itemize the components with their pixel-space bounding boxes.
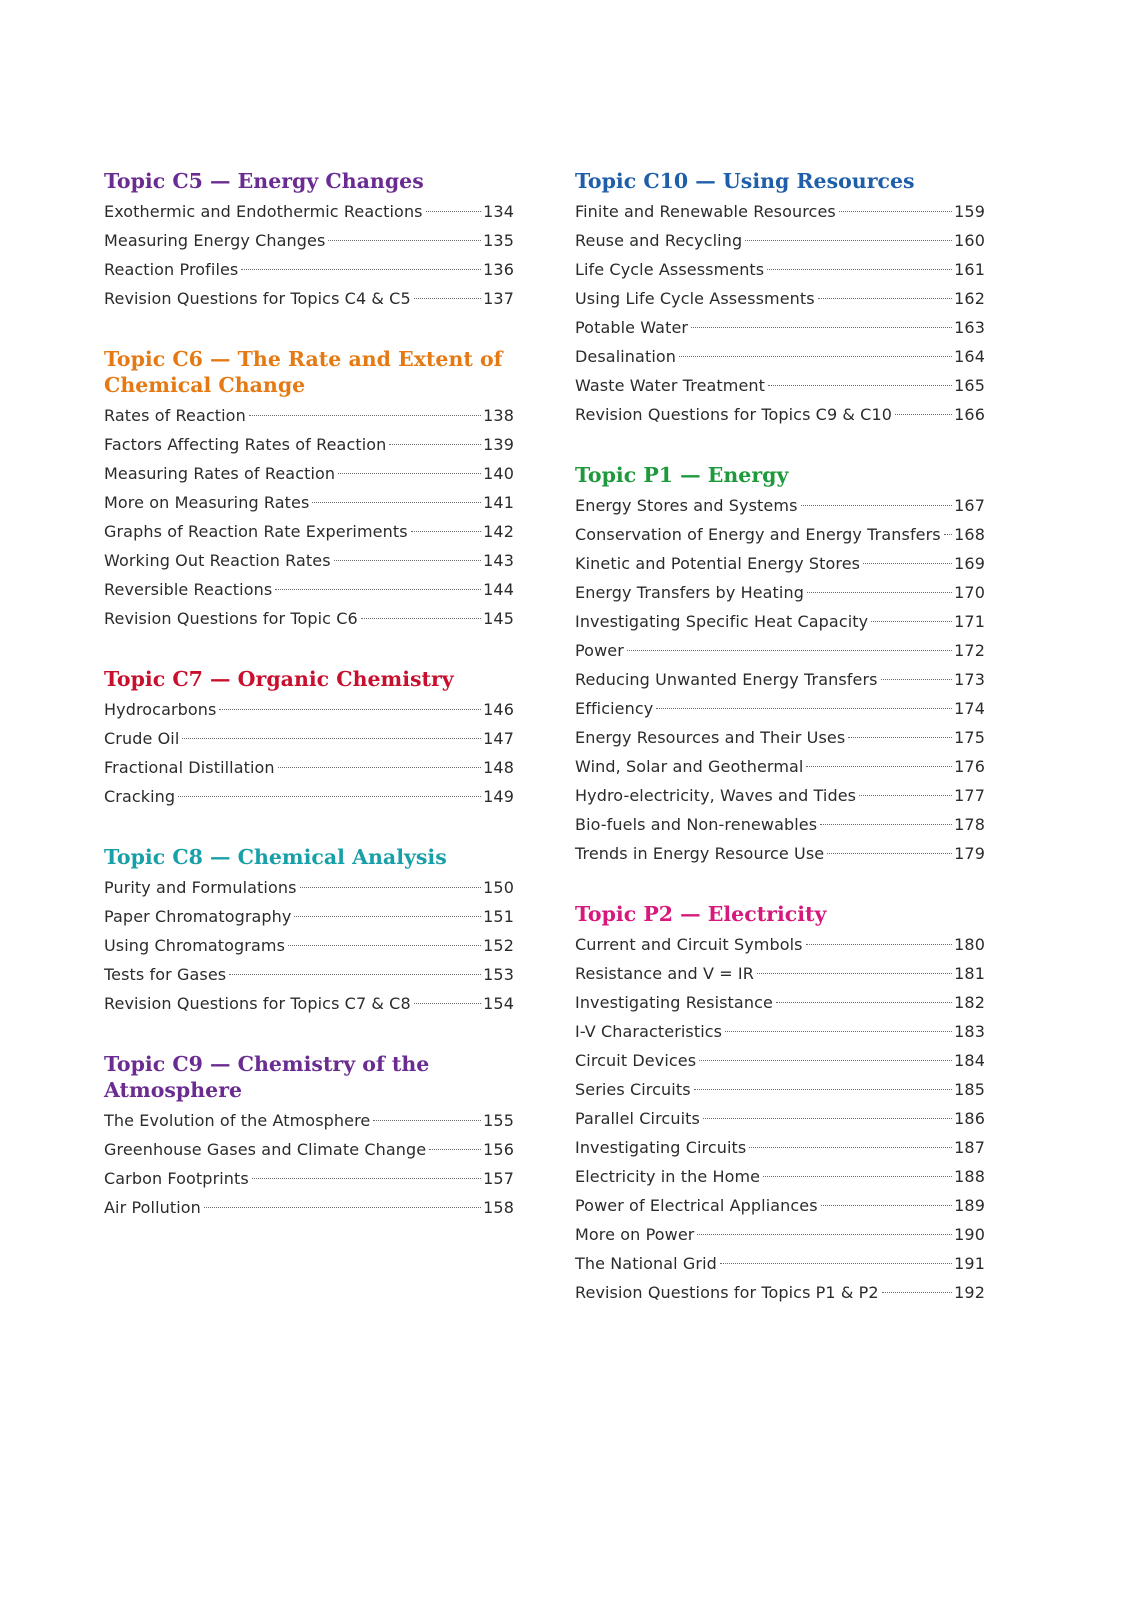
- entry-label: Purity and Formulations: [104, 878, 297, 897]
- entry-label: Investigating Specific Heat Capacity: [575, 612, 869, 631]
- entry-label: Revision Questions for Topics C9 & C10: [575, 405, 893, 424]
- toc-entry-using-life-cycle-assessments[interactable]: [575, 284, 985, 313]
- toc-entry-graphs-of-reaction-rate-experiments[interactable]: [104, 517, 514, 546]
- page-number: 135: [483, 231, 514, 250]
- entry-label: Revision Questions for Topic C6: [104, 609, 358, 628]
- dot-leader: [839, 211, 952, 212]
- entry-label: Factors Affecting Rates of Reaction: [104, 435, 387, 454]
- entry-label: Circuit Devices: [575, 1051, 697, 1070]
- toc-section: [104, 1051, 514, 1222]
- page-number: 168: [954, 525, 985, 544]
- entry-label: Using Life Cycle Assessments: [575, 289, 815, 308]
- entry-label: Hydrocarbons: [104, 700, 217, 719]
- dot-leader: [807, 592, 952, 593]
- entry-label: Cracking: [104, 787, 176, 806]
- entry-label: Reducing Unwanted Energy Transfers: [575, 670, 878, 689]
- toc-entry-reducing-unwanted-energy-transfers[interactable]: [575, 665, 985, 694]
- dot-leader: [627, 650, 952, 651]
- toc-entry-kinetic-and-potential-energy-stores[interactable]: [575, 549, 985, 578]
- toc-entry-parallel-circuits[interactable]: [575, 1104, 985, 1133]
- entry-label: Revision Questions for Topics C7 & C8: [104, 994, 411, 1013]
- page-number: 161: [954, 260, 985, 279]
- toc-entry-investigating-circuits[interactable]: [575, 1133, 985, 1162]
- entry-label: Tests for Gases: [104, 965, 227, 984]
- dot-leader: [300, 887, 482, 888]
- entry-label: Series Circuits: [575, 1080, 691, 1099]
- entry-label: More on Measuring Rates: [104, 493, 310, 512]
- dot-leader: [414, 298, 481, 299]
- page-number: 170: [954, 583, 985, 602]
- entry-label: Hydro-electricity, Waves and Tides: [575, 786, 857, 805]
- toc-section: [104, 844, 514, 1018]
- page-number: 151: [483, 907, 514, 926]
- page-number: 140: [483, 464, 514, 483]
- toc-section: [575, 901, 985, 1307]
- page-number: 138: [483, 406, 514, 425]
- dot-leader: [294, 916, 481, 917]
- page-number: 189: [954, 1196, 985, 1215]
- page-number: 186: [954, 1109, 985, 1128]
- toc-section: [104, 346, 514, 633]
- section-title: Topic C8 — Chemical Analysis: [104, 845, 447, 869]
- toc-entry-crude-oil[interactable]: [104, 724, 514, 753]
- toc-entry-exothermic-and-endothermic-reactions[interactable]: [104, 197, 514, 226]
- toc-entry-the-national-grid[interactable]: [575, 1249, 985, 1278]
- dot-leader: [219, 709, 481, 710]
- page-number: 176: [954, 757, 985, 776]
- page-number: 152: [483, 936, 514, 955]
- dot-leader: [656, 708, 952, 709]
- entry-label: Fractional Distillation: [104, 758, 275, 777]
- page-number: 192: [954, 1283, 985, 1302]
- page-number: 171: [954, 612, 985, 631]
- page-number: 182: [954, 993, 985, 1012]
- dot-leader: [703, 1118, 952, 1119]
- toc-entry-investigating-resistance[interactable]: [575, 988, 985, 1017]
- toc-entry-efficiency[interactable]: [575, 694, 985, 723]
- toc-section: [104, 666, 514, 811]
- entry-label: Crude Oil: [104, 729, 180, 748]
- dot-leader: [328, 240, 481, 241]
- page-number: 184: [954, 1051, 985, 1070]
- entry-label: Investigating Resistance: [575, 993, 773, 1012]
- entry-label: Waste Water Treatment: [575, 376, 766, 395]
- dot-leader: [241, 269, 481, 270]
- page-number: 144: [483, 580, 514, 599]
- page-number: 178: [954, 815, 985, 834]
- entry-label: Energy Stores and Systems: [575, 496, 798, 515]
- dot-leader: [691, 327, 952, 328]
- page-number: 137: [483, 289, 514, 308]
- entry-label: Reversible Reactions: [104, 580, 273, 599]
- dot-leader: [252, 1178, 481, 1179]
- dot-leader: [757, 973, 952, 974]
- entry-label: Measuring Energy Changes: [104, 231, 326, 250]
- toc-entry-hydro-electricity-waves-and-tides[interactable]: [575, 781, 985, 810]
- page-number: 148: [483, 758, 514, 777]
- left-column: [104, 168, 514, 1255]
- toc-entry-energy-stores-and-systems[interactable]: [575, 491, 985, 520]
- page-number: 149: [483, 787, 514, 806]
- toc-entry-finite-and-renewable-resources[interactable]: [575, 197, 985, 226]
- toc-entry-reuse-and-recycling[interactable]: [575, 226, 985, 255]
- toc-entry-i-v-characteristics[interactable]: [575, 1017, 985, 1046]
- entry-label: Revision Questions for Topics C4 & C5: [104, 289, 411, 308]
- entry-label: Energy Transfers by Heating: [575, 583, 804, 602]
- page-number: 147: [483, 729, 514, 748]
- entry-label: Power of Electrical Appliances: [575, 1196, 818, 1215]
- entry-label: Greenhouse Gases and Climate Change: [104, 1140, 427, 1159]
- dot-leader: [361, 618, 481, 619]
- toc-entry-air-pollution[interactable]: [104, 1193, 514, 1222]
- toc-entry-series-circuits[interactable]: [575, 1075, 985, 1104]
- page-number: 158: [483, 1198, 514, 1217]
- dot-leader: [429, 1149, 481, 1150]
- entry-label: More on Power: [575, 1225, 695, 1244]
- section-title: Topic C7 — Organic Chemistry: [104, 667, 454, 691]
- dot-leader: [871, 621, 952, 622]
- entry-label: Efficiency: [575, 699, 654, 718]
- section-title: Topic C10 — Using Resources: [575, 169, 915, 193]
- dot-leader: [895, 414, 952, 415]
- entry-label: Potable Water: [575, 318, 689, 337]
- dot-leader: [882, 1292, 952, 1293]
- entry-label: Carbon Footprints: [104, 1169, 249, 1188]
- entry-label: Parallel Circuits: [575, 1109, 700, 1128]
- dot-leader: [725, 1031, 952, 1032]
- toc-entry-purity-and-formulations[interactable]: [104, 873, 514, 902]
- entry-label: Exothermic and Endothermic Reactions: [104, 202, 423, 221]
- page-number: 156: [483, 1140, 514, 1159]
- toc-entry-energy-resources-and-their-uses[interactable]: [575, 723, 985, 752]
- entry-label: Investigating Circuits: [575, 1138, 747, 1157]
- toc-entry-power-of-electrical-appliances[interactable]: [575, 1191, 985, 1220]
- toc-entry-carbon-footprints[interactable]: [104, 1164, 514, 1193]
- toc-entry-hydrocarbons[interactable]: [104, 695, 514, 724]
- entry-label: Finite and Renewable Resources: [575, 202, 836, 221]
- page-number: 175: [954, 728, 985, 747]
- dot-leader: [278, 767, 481, 768]
- page-number: 157: [483, 1169, 514, 1188]
- page-number: 150: [483, 878, 514, 897]
- toc-entry-using-chromatograms[interactable]: [104, 931, 514, 960]
- dot-leader: [881, 679, 953, 680]
- page-number: 142: [483, 522, 514, 541]
- toc-entry-cracking[interactable]: [104, 782, 514, 811]
- toc-entry-life-cycle-assessments[interactable]: [575, 255, 985, 284]
- toc-entry-fractional-distillation[interactable]: [104, 753, 514, 782]
- dot-leader: [275, 589, 481, 590]
- page-number: 191: [954, 1254, 985, 1273]
- page-number: 179: [954, 844, 985, 863]
- page-number: 160: [954, 231, 985, 250]
- dot-leader: [749, 1147, 952, 1148]
- section-title: Topic C9 — Chemistry of the Atmosphere: [104, 1052, 430, 1102]
- dot-leader: [411, 531, 482, 532]
- page-number: 155: [483, 1111, 514, 1130]
- page-number: 167: [954, 496, 985, 515]
- toc-entry-reversible-reactions[interactable]: [104, 575, 514, 604]
- toc-entry-factors-affecting-rates-of-reaction[interactable]: [104, 430, 514, 459]
- toc-entry-trends-in-energy-resource-use[interactable]: [575, 839, 985, 868]
- page-number: 164: [954, 347, 985, 366]
- page-number: 187: [954, 1138, 985, 1157]
- dot-leader: [679, 356, 952, 357]
- entry-label: Wind, Solar and Geothermal: [575, 757, 804, 776]
- toc-entry-rates-of-reaction[interactable]: [104, 401, 514, 430]
- toc-entry-measuring-energy-changes[interactable]: [104, 226, 514, 255]
- toc-entry-more-on-power[interactable]: [575, 1220, 985, 1249]
- toc-entry-investigating-specific-heat-capacity[interactable]: [575, 607, 985, 636]
- dot-leader: [414, 1003, 481, 1004]
- entry-label: Reaction Profiles: [104, 260, 239, 279]
- toc-entry-paper-chromatography[interactable]: [104, 902, 514, 931]
- dot-leader: [806, 944, 953, 945]
- dot-leader: [338, 473, 481, 474]
- entry-label: Kinetic and Potential Energy Stores: [575, 554, 861, 573]
- toc-entry-reaction-profiles[interactable]: [104, 255, 514, 284]
- entry-label: Desalination: [575, 347, 676, 366]
- toc-entry-waste-water-treatment[interactable]: [575, 371, 985, 400]
- dot-leader: [767, 269, 952, 270]
- toc-entry-revision-questions-for-topic-c6[interactable]: [104, 604, 514, 633]
- page-number: 190: [954, 1225, 985, 1244]
- entry-label: Working Out Reaction Rates: [104, 551, 331, 570]
- page-number: 154: [483, 994, 514, 1013]
- page-number: 169: [954, 554, 985, 573]
- dot-leader: [859, 795, 952, 796]
- dot-leader: [848, 737, 952, 738]
- dot-leader: [334, 560, 482, 561]
- dot-leader: [249, 415, 481, 416]
- toc-entry-potable-water[interactable]: [575, 313, 985, 342]
- entry-label: The Evolution of the Atmosphere: [104, 1111, 371, 1130]
- entry-label: Graphs of Reaction Rate Experiments: [104, 522, 408, 541]
- entry-label: I-V Characteristics: [575, 1022, 723, 1041]
- page-number: 183: [954, 1022, 985, 1041]
- toc-entry-resistance-and-v-ir[interactable]: [575, 959, 985, 988]
- page-number: 188: [954, 1167, 985, 1186]
- toc-entry-bio-fuels-and-non-renewables[interactable]: [575, 810, 985, 839]
- dot-leader: [288, 945, 481, 946]
- dot-leader: [178, 796, 481, 797]
- page-number: 143: [483, 551, 514, 570]
- dot-leader: [312, 502, 481, 503]
- dot-leader: [389, 444, 481, 445]
- toc-section: [104, 168, 514, 313]
- dot-leader: [818, 298, 952, 299]
- toc-entry-revision-questions-for-topics-c4-c5[interactable]: [104, 284, 514, 313]
- dot-leader: [821, 1205, 952, 1206]
- dot-leader: [204, 1207, 481, 1208]
- toc-entry-circuit-devices[interactable]: [575, 1046, 985, 1075]
- page-number: 134: [483, 202, 514, 221]
- page-number: 145: [483, 609, 514, 628]
- page-number: 174: [954, 699, 985, 718]
- toc-entry-the-evolution-of-the-atmosphere[interactable]: [104, 1106, 514, 1135]
- page-number: 163: [954, 318, 985, 337]
- dot-leader: [373, 1120, 481, 1121]
- entry-label: Paper Chromatography: [104, 907, 292, 926]
- page-number: 136: [483, 260, 514, 279]
- entry-label: Measuring Rates of Reaction: [104, 464, 336, 483]
- dot-leader: [768, 385, 952, 386]
- dot-leader: [229, 974, 481, 975]
- toc-entry-wind-solar-and-geothermal[interactable]: [575, 752, 985, 781]
- entry-label: Life Cycle Assessments: [575, 260, 765, 279]
- dot-leader: [944, 534, 952, 535]
- entry-label: Conservation of Energy and Energy Transfers: [575, 525, 941, 544]
- page-number: 162: [954, 289, 985, 308]
- toc-entry-revision-questions-for-topics-c9-c10[interactable]: [575, 400, 985, 429]
- toc-entry-conservation-of-energy-and-energy-transfers[interactable]: [575, 520, 985, 549]
- toc-entry-energy-transfers-by-heating[interactable]: [575, 578, 985, 607]
- page-number: 139: [483, 435, 514, 454]
- toc-entry-working-out-reaction-rates[interactable]: [104, 546, 514, 575]
- dot-leader: [694, 1089, 953, 1090]
- toc-entry-measuring-rates-of-reaction[interactable]: [104, 459, 514, 488]
- page-number: 159: [954, 202, 985, 221]
- page-number: 165: [954, 376, 985, 395]
- toc-entry-electricity-in-the-home[interactable]: [575, 1162, 985, 1191]
- toc-entry-tests-for-gases[interactable]: [104, 960, 514, 989]
- page-number: 153: [483, 965, 514, 984]
- entry-label: Trends in Energy Resource Use: [575, 844, 825, 863]
- toc-entry-power[interactable]: [575, 636, 985, 665]
- right-column: [575, 168, 985, 1340]
- dot-leader: [697, 1234, 952, 1235]
- dot-leader: [806, 766, 952, 767]
- dot-leader: [776, 1002, 952, 1003]
- page-number: 146: [483, 700, 514, 719]
- page-number: 185: [954, 1080, 985, 1099]
- entry-label: Air Pollution: [104, 1198, 201, 1217]
- toc-section: [575, 462, 985, 868]
- dot-leader: [820, 824, 952, 825]
- dot-leader: [763, 1176, 952, 1177]
- toc-entry-desalination[interactable]: [575, 342, 985, 371]
- toc-entry-revision-questions-for-topics-c7-c8[interactable]: [104, 989, 514, 1018]
- entry-label: Using Chromatograms: [104, 936, 286, 955]
- entry-label: Reuse and Recycling: [575, 231, 743, 250]
- dot-leader: [863, 563, 952, 564]
- dot-leader: [182, 738, 481, 739]
- page-number: 181: [954, 964, 985, 983]
- section-title: Topic C6 — The Rate and Extent of Chemical Change: [104, 347, 503, 397]
- entry-label: Revision Questions for Topics P1 & P2: [575, 1283, 879, 1302]
- dot-leader: [745, 240, 952, 241]
- dot-leader: [426, 211, 482, 212]
- page-number: 180: [954, 935, 985, 954]
- dot-leader: [699, 1060, 952, 1061]
- page-number: 166: [954, 405, 985, 424]
- toc-entry-greenhouse-gases-and-climate-change[interactable]: [104, 1135, 514, 1164]
- toc-entry-more-on-measuring-rates[interactable]: [104, 488, 514, 517]
- page-number: 177: [954, 786, 985, 805]
- entry-label: Power: [575, 641, 624, 660]
- toc-entry-current-and-circuit-symbols[interactable]: [575, 930, 985, 959]
- entry-label: Bio-fuels and Non-renewables: [575, 815, 818, 834]
- page-number: 173: [954, 670, 985, 689]
- toc-entry-revision-questions-for-topics-p1-p2[interactable]: [575, 1278, 985, 1307]
- toc-section: [575, 168, 985, 429]
- entry-label: Electricity in the Home: [575, 1167, 761, 1186]
- section-title: Topic P2 — Electricity: [575, 902, 827, 926]
- page-number: 172: [954, 641, 985, 660]
- dot-leader: [827, 853, 952, 854]
- entry-label: Rates of Reaction: [104, 406, 246, 425]
- entry-label: Resistance and V = IR: [575, 964, 754, 983]
- section-title: Topic P1 — Energy: [575, 463, 789, 487]
- dot-leader: [720, 1263, 952, 1264]
- page-number: 141: [483, 493, 514, 512]
- entry-label: The National Grid: [575, 1254, 717, 1273]
- section-title: Topic C5 — Energy Changes: [104, 169, 424, 193]
- dot-leader: [801, 505, 953, 506]
- entry-label: Current and Circuit Symbols: [575, 935, 803, 954]
- entry-label: Energy Resources and Their Uses: [575, 728, 846, 747]
